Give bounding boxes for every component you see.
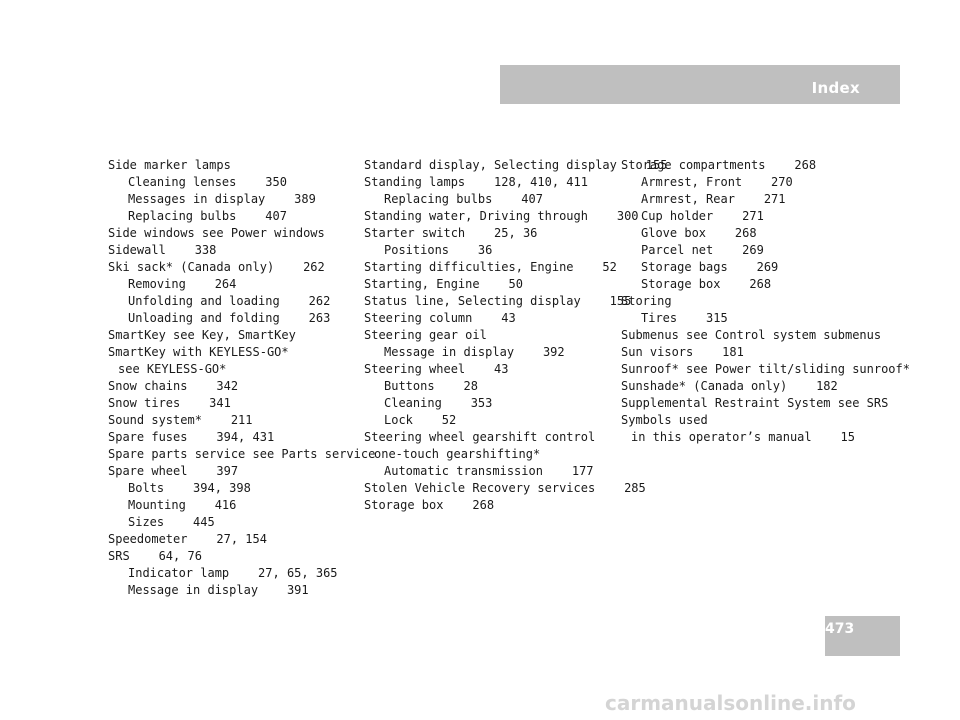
index-entry: Bolts 394, 398 — [128, 481, 251, 495]
index-entry: Sunshade* (Canada only) 182 — [621, 379, 838, 393]
header-bar — [500, 65, 900, 104]
index-entry: Starter switch 25, 36 — [364, 226, 538, 240]
index-entry: Cup holder 271 — [641, 209, 764, 223]
index-entry: Messages in display 389 — [128, 192, 316, 206]
index-entry: Sound system* 211 — [108, 413, 253, 427]
index-entry: Message in display 392 — [384, 345, 565, 359]
index-entry: Automatic transmission 177 — [384, 464, 594, 478]
page-number-badge — [825, 616, 900, 656]
index-entry: Glove box 268 — [641, 226, 757, 240]
index-entry: SmartKey see Key, SmartKey — [108, 328, 296, 342]
index-entry: Side marker lamps — [108, 158, 231, 172]
index-entry: Armrest, Rear 271 — [641, 192, 786, 206]
index-entry: Spare fuses 394, 431 — [108, 430, 275, 444]
index-entry: Standing water, Driving through 300 — [364, 209, 639, 223]
index-entry: see KEYLESS-GO* — [118, 362, 227, 376]
index-entry: Parcel net 269 — [641, 243, 764, 257]
index-entry: Steering wheel 43 — [364, 362, 509, 376]
index-entry: Unloading and folding 263 — [128, 311, 331, 325]
index-entry: Sun visors 181 — [621, 345, 744, 359]
index-entry: Sidewall 338 — [108, 243, 217, 257]
index-entry: Starting, Engine 50 — [364, 277, 523, 291]
index-entry: Cleaning lenses 350 — [128, 175, 287, 189]
index-entry: Starting difficulties, Engine 52 — [364, 260, 617, 274]
index-entry: Symbols used — [621, 413, 708, 427]
index-entry: Sunroof* see Power tilt/sliding sunroof* — [621, 362, 910, 376]
index-entry: Storing — [621, 294, 672, 308]
index-entry: Storage compartments 268 — [621, 158, 817, 172]
index-entry: Indicator lamp 27, 65, 365 — [128, 566, 338, 580]
index-entry: Steering gear oil — [364, 328, 487, 342]
index-entry: Replacing bulbs 407 — [384, 192, 543, 206]
index-entry: Spare wheel 397 — [108, 464, 239, 478]
index-column-3 — [621, 157, 910, 446]
index-entry: Supplemental Restraint System see SRS — [621, 396, 889, 410]
index-entry: one-touch gearshifting* — [374, 447, 541, 461]
index-entry: Snow tires 341 — [108, 396, 231, 410]
index-entry: Storage bags 269 — [641, 260, 779, 274]
index-entry: Armrest, Front 270 — [641, 175, 793, 189]
index-entry: Removing 264 — [128, 277, 237, 291]
index-entry: Tires 315 — [641, 311, 728, 325]
index-entry: Submenus see Control system submenus — [621, 328, 882, 342]
index-entry: SRS 64, 76 — [108, 549, 202, 563]
index-entry: Snow chains 342 — [108, 379, 239, 393]
index-entry: Positions 36 — [384, 243, 493, 257]
index-entry: Standing lamps 128, 410, 411 — [364, 175, 588, 189]
index-entry: Spare parts service see Parts service — [108, 447, 376, 461]
watermark-text: carmanualsonline.info — [605, 691, 856, 715]
index-column-1 — [108, 157, 376, 599]
index-entry: SmartKey with KEYLESS-GO* — [108, 345, 289, 359]
index-entry: Side windows see Power windows — [108, 226, 325, 240]
index-entry: Sizes 445 — [128, 515, 215, 529]
index-entry: Unfolding and loading 262 — [128, 294, 331, 308]
index-entry: Storage box 268 — [641, 277, 772, 291]
index-entry: Replacing bulbs 407 — [128, 209, 287, 223]
index-entry: in this operator’s manual 15 — [631, 430, 855, 444]
index-entry: Status line, Selecting display 155 — [364, 294, 632, 308]
page-number: 473 — [825, 621, 855, 637]
index-entry: Steering column 43 — [364, 311, 516, 325]
index-entry: Ski sack* (Canada only) 262 — [108, 260, 325, 274]
index-entry: Mounting 416 — [128, 498, 237, 512]
page-title: Index — [811, 79, 860, 97]
index-entry: Steering wheel gearshift control — [364, 430, 596, 444]
index-entry: Stolen Vehicle Recovery services 285 — [364, 481, 646, 495]
index-entry: Speedometer 27, 154 — [108, 532, 267, 546]
index-entry: Lock 52 — [384, 413, 457, 427]
index-entry: Cleaning 353 — [384, 396, 493, 410]
index-entry: Message in display 391 — [128, 583, 309, 597]
index-entry: Buttons 28 — [384, 379, 478, 393]
index-entry: Storage box 268 — [364, 498, 495, 512]
index-entry: Standard display, Selecting display 155 — [364, 158, 668, 172]
